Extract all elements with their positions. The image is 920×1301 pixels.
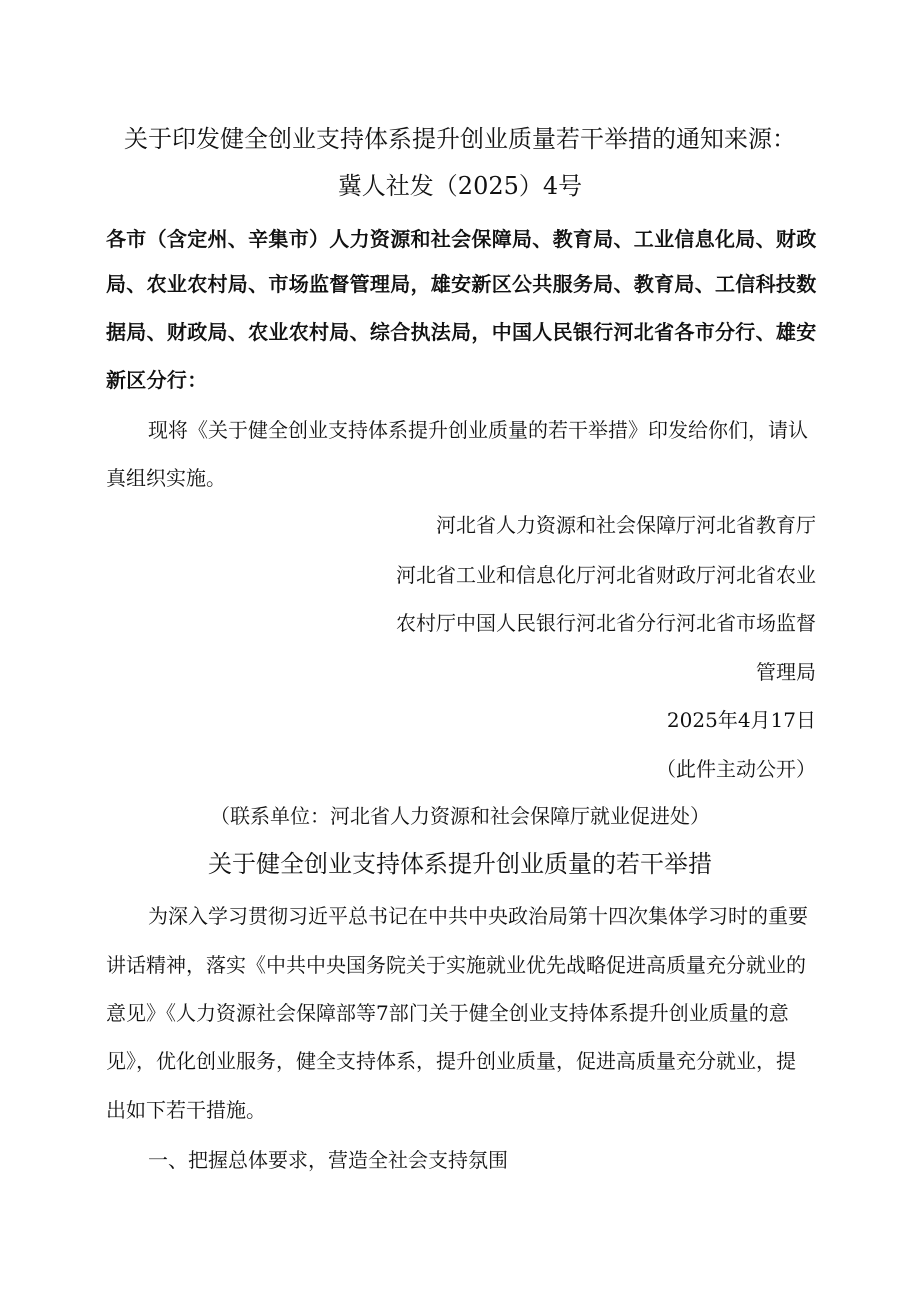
issuer-line-2: 河北省工业和信息化厅河北省财政厅河北省农业 [396, 563, 816, 587]
issuer-line-3: 农村厅中国人民银行河北省分行河北省市场监督 [396, 611, 816, 635]
intro-line-4: 见》，优化创业服务，健全支持体系，提升创业质量，促进高质量充分就业，提 [106, 1049, 796, 1073]
recipients-line-4: 新区分行： [106, 368, 208, 392]
recipients-line-1: 各市（含定州、辛集市）人力资源和社会保障局、教育局、工业信息化局、财政 [106, 227, 817, 251]
issuer-line-4: 管理局 [756, 660, 816, 684]
intro-line-5: 出如下若干措施。 [106, 1098, 266, 1122]
contact-note: （联系单位：河北省人力资源和社会保障厅就业促进处） [210, 804, 710, 828]
recipients-line-2: 局、农业农村局、市场监督管理局，雄安新区公共服务局、教育局、工信科技数 [106, 272, 817, 296]
publicity-note: （此件主动公开） [656, 757, 816, 781]
issue-date: 2025年4月17日 [666, 708, 816, 732]
notice-text-line-1: 现将《关于健全创业支持体系提升创业质量的若干举措》印发给你们，请认 [148, 418, 808, 442]
notice-title-line-2: 冀人社发（2025）4号 [337, 172, 583, 200]
issuer-line-1: 河北省人力资源和社会保障厅河北省教育厅 [436, 513, 816, 537]
intro-line-3: 意见》《人力资源社会保障部等7部门关于健全创业支持体系提升创业质量的意 [106, 1001, 789, 1025]
intro-line-1: 为深入学习贯彻习近平总书记在中共中央政治局第十四次集体学习时的重要 [148, 904, 808, 928]
section-1-heading: 一、把握总体要求，营造全社会支持氛围 [148, 1148, 508, 1172]
measures-title: 关于健全创业支持体系提升创业质量的若干举措 [208, 850, 712, 878]
notice-title-line-1: 关于印发健全创业支持体系提升创业质量若干举措的通知来源： [124, 125, 796, 153]
intro-line-2: 讲话精神，落实《中共中央国务院关于实施就业优先战略促进高质量充分就业的 [106, 953, 806, 977]
notice-text-line-2: 真组织实施。 [106, 466, 226, 490]
recipients-line-3: 据局、财政局、农业农村局、综合执法局，中国人民银行河北省各市分行、雄安 [106, 320, 817, 344]
